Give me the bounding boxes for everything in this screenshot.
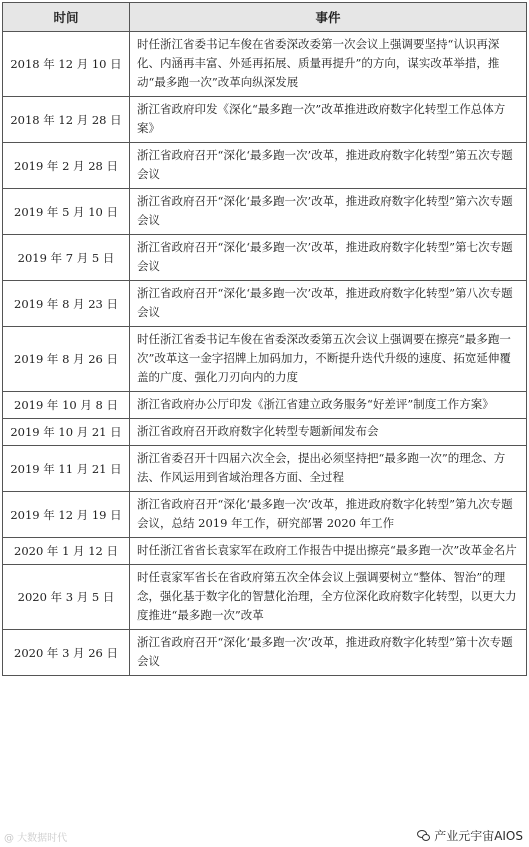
table-row <box>3 446 527 492</box>
table-row <box>3 492 527 538</box>
table-row <box>3 235 527 281</box>
row-event: 浙江省政府印发《深化“最多跑一次”改革推进政府数字化转型工作总体方案》 <box>130 97 527 143</box>
row-event: 浙江省政府召开“深化‘最多跑一次’改革，推进政府数字化转型”第七次专题会议 <box>130 235 527 281</box>
table-row <box>3 419 527 446</box>
row-event: 浙江省政府召开“深化‘最多跑一次’改革，推进政府数字化转型”第五次专题会议 <box>130 143 527 189</box>
row-date: 2020 年 3 月 5 日 <box>3 565 130 630</box>
row-date: 2019 年 12 月 19 日 <box>3 492 130 538</box>
row-date: 2019 年 8 月 23 日 <box>3 281 130 327</box>
row-date: 2019 年 7 月 5 日 <box>3 235 130 281</box>
watermark-left: @ 大数据时代 <box>4 833 68 844</box>
table-header-row <box>3 3 527 32</box>
row-date: 2019 年 10 月 21 日 <box>3 419 130 446</box>
table-row <box>3 565 527 630</box>
row-event: 浙江省政府召开“深化‘最多跑一次’改革，推进政府数字化转型”第八次专题会议 <box>130 281 527 327</box>
column-header-event: 事件 <box>130 3 527 32</box>
wechat-icon <box>417 830 430 841</box>
table-row <box>3 281 527 327</box>
row-date: 2019 年 8 月 26 日 <box>3 327 130 392</box>
row-date: 2020 年 1 月 12 日 <box>3 538 130 565</box>
row-event: 浙江省政府召开“深化‘最多跑一次’改革，推进政府数字化转型”第十次专题会议 <box>130 630 527 676</box>
row-date: 2018 年 12 月 10 日 <box>3 32 130 97</box>
watermark-right <box>417 827 523 844</box>
table-row <box>3 630 527 676</box>
watermark-right-label: 产业元宇宙AIOS <box>434 829 523 843</box>
row-date: 2020 年 3 月 26 日 <box>3 630 130 676</box>
row-event: 浙江省委召开十四届六次全会，提出必须坚持把“最多跑一次”的理念、方法、作风运用到省域治理各方面、全过程 <box>130 446 527 492</box>
row-event: 浙江省政府召开“深化‘最多跑一次’改革，推进政府数字化转型”第六次专题会议 <box>130 189 527 235</box>
row-date: 2019 年 5 月 10 日 <box>3 189 130 235</box>
row-event: 浙江省政府召开政府数字化转型专题新闻发布会 <box>130 419 527 446</box>
row-event: 时任袁家军省长在省政府第五次全体会议上强调要树立“整体、智治”的理念，强化基于数字化的智慧化治理，全方位深化政府数字化转型，以更大力度推进“最多跑一次”改革 <box>130 565 527 630</box>
row-event: 浙江省政府召开“深化‘最多跑一次’改革，推进政府数字化转型”第九次专题会议，总结 2019 年工作，研究部署 2020 年工作 <box>130 492 527 538</box>
table-row <box>3 327 527 392</box>
column-header-time: 时间 <box>3 3 130 32</box>
row-event: 时任浙江省委书记车俊在省委深改委第五次会议上强调要在擦亮“最多跑一次”改革这一金字招牌上加码加力，不断提升迭代升级的速度、拓宽延伸覆盖的广度、强化刀刃向内的力度 <box>130 327 527 392</box>
table-row <box>3 392 527 419</box>
row-date: 2019 年 2 月 28 日 <box>3 143 130 189</box>
table-row <box>3 32 527 97</box>
table-row <box>3 189 527 235</box>
row-date: 2019 年 10 月 8 日 <box>3 392 130 419</box>
table-row <box>3 97 527 143</box>
row-event: 时任浙江省省长袁家军在政府工作报告中提出擦亮“最多跑一次”改革金名片 <box>130 538 527 565</box>
row-date: 2019 年 11 月 21 日 <box>3 446 130 492</box>
timeline-table <box>2 2 527 676</box>
row-event: 浙江省政府办公厅印发《浙江省建立政务服务“好差评”制度工作方案》 <box>130 392 527 419</box>
row-date: 2018 年 12 月 28 日 <box>3 97 130 143</box>
table-row <box>3 538 527 565</box>
table-row <box>3 143 527 189</box>
table-body <box>3 32 527 676</box>
row-event: 时任浙江省委书记车俊在省委深改委第一次会议上强调要坚持“认识再深化、内涵再丰富、外延再拓展、质量再提升”的方向，谋实改革举措，推动“最多跑一次”改革向纵深发展 <box>130 32 527 97</box>
